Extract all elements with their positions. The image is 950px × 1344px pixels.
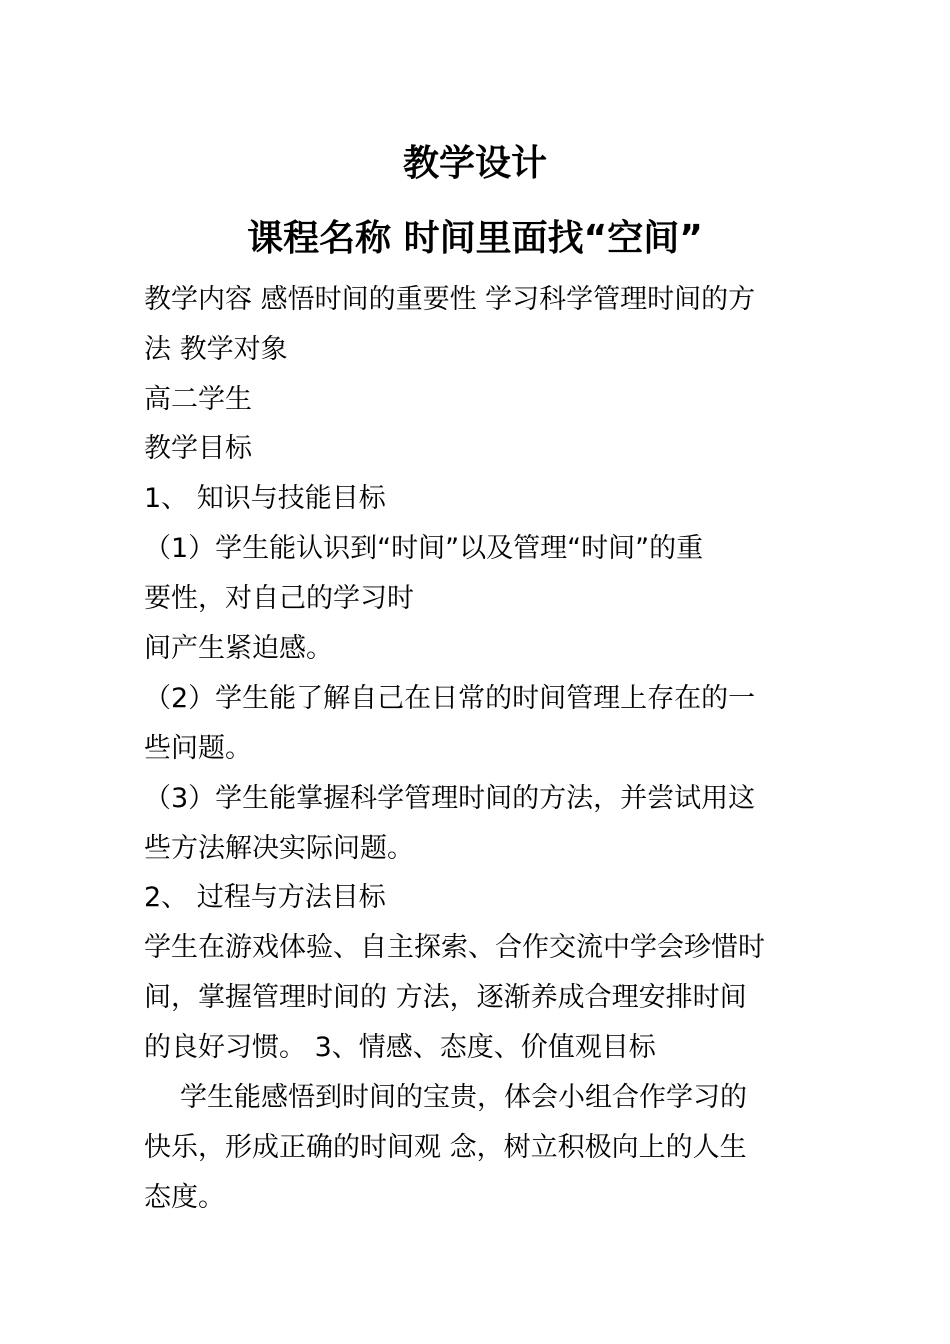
text-line-emotion-body-1: 学生能感悟到时间的宝贵，体会小组合作学习的 xyxy=(180,1082,747,1113)
text-line-knowledge-heading: 1、 知识与技能目标 xyxy=(144,483,386,514)
text-line-objectives-heading: 教学目标 xyxy=(144,433,252,464)
text-line-students: 高二学生 xyxy=(144,384,252,415)
text-line-item-2: （2）学生能了解自己在日常的时间管理上存在的一 xyxy=(144,683,756,714)
document-title: 教学设计 xyxy=(402,143,547,184)
text-line-process-body-1: 学生在游戏体验、自主探索、合作交流中学会珍惜时 xyxy=(144,932,765,963)
text-line-item-1-cont: 要性，对自己的学习时 xyxy=(144,583,414,614)
text-line-emotion-body-3: 态度。 xyxy=(144,1182,225,1213)
text-line-emotion-body-2: 快乐，形成正确的时间观 念，树立积极向上的人生 xyxy=(144,1132,747,1163)
text-line-process-body-3: 的良好习惯。 3、情感、态度、价值观目标 xyxy=(144,1032,656,1063)
text-line-item-1-end: 间产生紧迫感。 xyxy=(144,633,333,664)
text-line-item-3: （3）学生能掌握科学管理时间的方法，并尝试用这 xyxy=(144,783,756,814)
text-line-item-2-end: 些问题。 xyxy=(144,733,252,764)
course-title: 课程名称 时间里面找“空间” xyxy=(247,218,703,259)
text-line-process-body-2: 间，掌握管理时间的 方法，逐渐养成合理安排时间 xyxy=(144,982,747,1013)
text-line-process-heading: 2、 过程与方法目标 xyxy=(144,882,386,913)
text-line-audience: 法 教学对象 xyxy=(144,334,288,365)
text-line-content: 教学内容 感悟时间的重要性 学习科学管理时间的方 xyxy=(144,284,756,315)
text-line-item-1: （1）学生能认识到“时间”以及管理“时间”的重 xyxy=(144,533,704,564)
text-line-item-3-end: 些方法解决实际问题。 xyxy=(144,833,414,864)
